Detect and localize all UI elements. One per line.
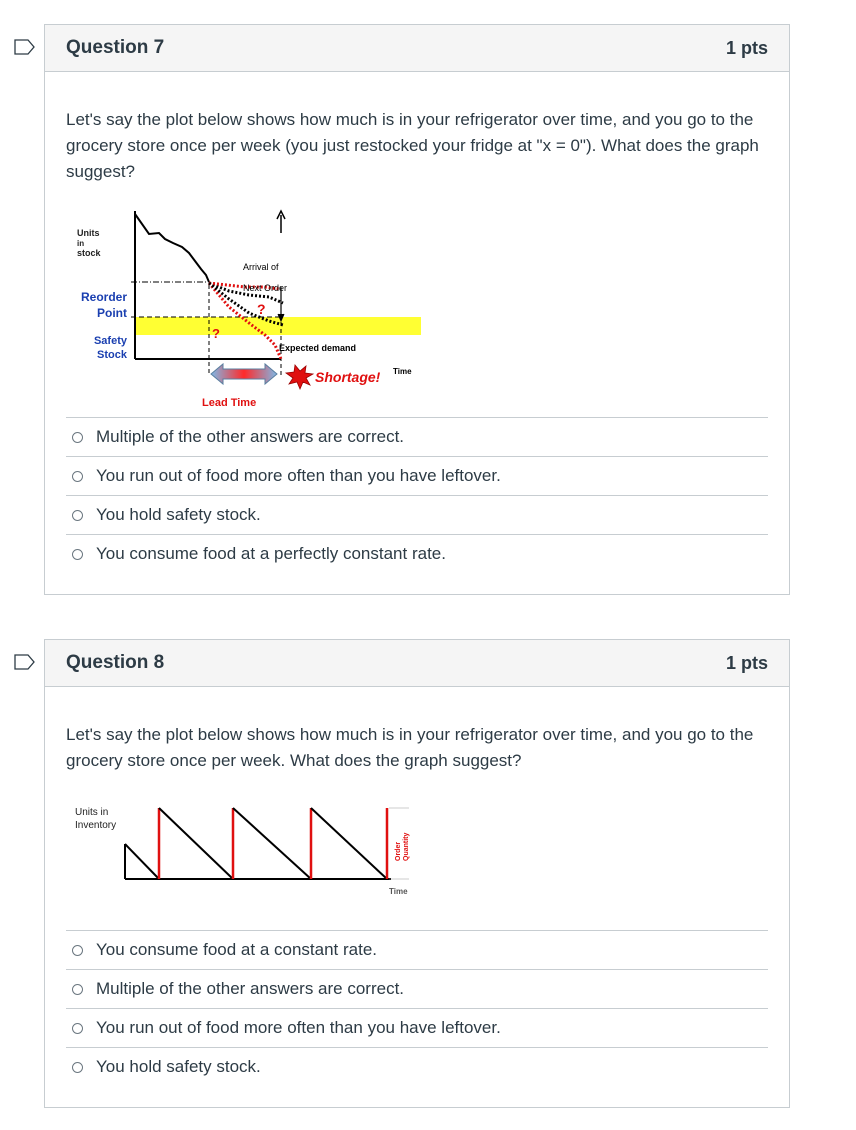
stock-safety-label: Stock <box>97 349 127 361</box>
question-header <box>45 25 789 72</box>
flag-question-icon[interactable] <box>14 654 36 670</box>
answer-option[interactable] <box>66 417 768 456</box>
answer-list <box>66 417 768 573</box>
radio-button[interactable] <box>72 549 83 560</box>
time-axis-label: Time <box>393 367 412 376</box>
question-title: Question 7 <box>66 37 165 58</box>
lead-time-label: Lead Time <box>202 397 257 409</box>
answer-option[interactable] <box>66 930 768 969</box>
answer-label: You hold safety stock. <box>96 1057 261 1076</box>
answer-option[interactable] <box>66 534 768 573</box>
question-text: Let's say the plot below shows how much is in your refrigerator over time, and you go to the grocery store once per week. What does the graph suggest? <box>66 725 754 770</box>
inventory-chart-safety-stock <box>69 203 429 409</box>
answer-label: Multiple of the other answers are correct. <box>96 427 405 446</box>
radio-button[interactable] <box>72 984 83 995</box>
question-points: 1 pts <box>725 652 768 673</box>
answer-option[interactable] <box>66 495 768 534</box>
answer-label: You consume food at a perfectly constant rate. <box>96 544 446 563</box>
question-title: Question 8 <box>66 652 165 673</box>
question-points: 1 pts <box>725 37 768 58</box>
answer-label: You run out of food more often than you have leftover. <box>96 466 501 485</box>
shortage-label: Shortage! <box>315 369 381 385</box>
question-7-card <box>44 24 790 595</box>
units-label-in: in <box>77 239 85 248</box>
quantity-label: Quantity <box>403 832 410 861</box>
question-text: Let's say the plot below shows how much is in your refrigerator over time, and you go to the grocery store once per week (you just restocked your fridge at "x = 0"). What does the graph suggest? <box>66 110 759 181</box>
inventory-chart-sawtooth <box>69 788 419 898</box>
question-8-card <box>44 639 790 1108</box>
question-mark-bottom: ? <box>212 326 220 341</box>
radio-button[interactable] <box>72 471 83 482</box>
point-label: Point <box>97 306 127 320</box>
answer-option[interactable] <box>66 456 768 495</box>
question-mark-top: ? <box>257 301 266 317</box>
answer-label: You hold safety stock. <box>96 505 261 524</box>
answer-label: Multiple of the other answers are correct. <box>96 979 405 998</box>
answer-option[interactable] <box>66 1047 768 1086</box>
arrival-of-label: Arrival of <box>243 262 279 272</box>
answer-label: You run out of food more often than you have leftover. <box>96 1018 501 1037</box>
answer-option[interactable] <box>66 1008 768 1047</box>
reorder-label: Reorder <box>80 290 127 304</box>
expected-demand-label: Expected demand <box>279 343 357 353</box>
stock-label: stock <box>77 248 101 258</box>
flag-question-icon[interactable] <box>14 39 36 55</box>
time-axis-label: Time <box>389 887 408 896</box>
radio-button[interactable] <box>72 945 83 956</box>
next-order-label: Next Order <box>243 283 288 293</box>
radio-button[interactable] <box>72 1062 83 1073</box>
radio-button[interactable] <box>72 510 83 521</box>
answer-label: You consume food at a constant rate. <box>96 940 378 959</box>
safety-label: Safety <box>93 335 127 347</box>
inventory-label: Inventory <box>75 820 117 831</box>
units-in-label: Units in <box>75 807 109 818</box>
order-label: Order <box>395 841 402 861</box>
radio-button[interactable] <box>72 1023 83 1034</box>
units-label: Units <box>77 228 100 238</box>
answer-list <box>66 930 768 1086</box>
answer-option[interactable] <box>66 969 768 1008</box>
radio-button[interactable] <box>72 432 83 443</box>
question-header <box>45 640 789 687</box>
